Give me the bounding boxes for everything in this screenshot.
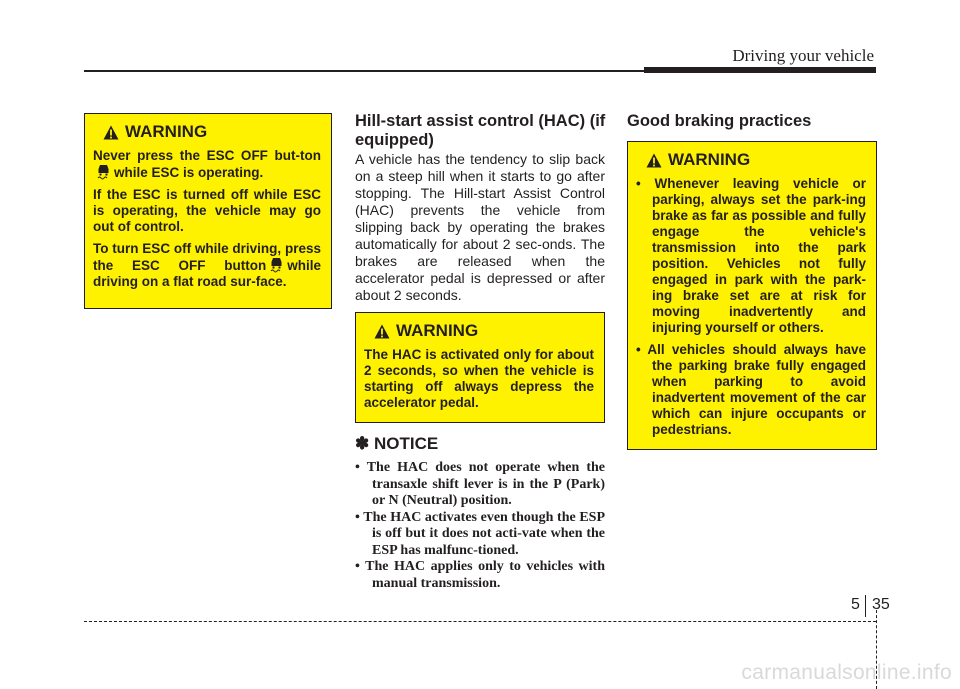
- warning-item: • Whenever leaving vehicle or parking, always set the park-ing brake as far as possible and fully engage the vehicle's transmission into the park position. Vehicles not fully engaged in park with the park-ing brake set are at risk for moving inadvertently and injuring yourself or others.: [636, 176, 866, 335]
- braking-warning-box: [627, 141, 877, 450]
- esc-off-icon: [270, 257, 283, 273]
- chapter-number: 5: [851, 596, 860, 613]
- hac-body: A vehicle has the tendency to slip back on a steep hill when it starts to go after stopping. The Hill-start Assist Control (HAC) prevents the vehicle from slipping back by operating the brakes automatically for about 2 sec-onds. The brakes are released when the accelerator pedal is depressed or after about 2 seconds.: [355, 151, 605, 303]
- warning-text: The HAC is activated only for about 2 seconds, so when the vehicle is starting off always depress the accelerator pedal.: [364, 347, 594, 410]
- notice-heading: ✽ NOTICE: [355, 434, 439, 453]
- notice-item: • The HAC does not operate when the transaxle shift lever is in the P (Park) or N (Neutral) position.: [355, 460, 605, 508]
- esc-warning-box: [84, 113, 332, 309]
- hac-heading: Hill-start assist control (HAC) (if equipped): [355, 112, 606, 149]
- warning-header: [364, 321, 594, 341]
- header-rule-accent: [644, 67, 876, 73]
- notice-item: • The HAC applies only to vehicles with manual transmission.: [355, 559, 605, 591]
- warning-triangle-icon: [646, 153, 662, 168]
- warning-text-part: while ESC is operating.: [114, 165, 264, 180]
- warning-title: WARNING: [668, 150, 751, 169]
- warning-header: [636, 150, 866, 170]
- warning-header: [93, 122, 321, 142]
- warning-title: WARNING: [396, 321, 479, 340]
- warning-text: If the ESC is turned off while ESC is operating, the vehicle may go out of control.: [93, 187, 321, 234]
- footer-rule: [84, 621, 876, 622]
- braking-heading: Good braking practices: [627, 112, 812, 130]
- esc-off-icon: [97, 164, 110, 180]
- hac-warning-box: [355, 312, 605, 423]
- warning-text: [93, 148, 321, 181]
- header-rule: [84, 70, 644, 72]
- notice-list: [355, 460, 605, 592]
- warning-list: [636, 176, 866, 438]
- notice-item: • The HAC activates even though the ESP is off but it does not acti-vate when the ESP has malfunc-tioned.: [355, 509, 605, 558]
- warning-text-part: while driving on a flat road sur-face.: [93, 258, 321, 289]
- warning-title: WARNING: [125, 122, 208, 141]
- warning-text-part: Never press the ESC OFF but-ton: [93, 148, 321, 163]
- page-number: 35: [872, 596, 890, 613]
- warning-text-part: To turn ESC off while driving, press the ESC OFF button: [93, 241, 321, 273]
- page-number-divider: [865, 595, 866, 617]
- section-title: Driving your vehicle: [732, 46, 874, 65]
- warning-item: • All vehicles should always have the parking brake fully engaged when parking to avoid inadvertent movement of the car which can injure occupants or pedestrians.: [636, 342, 866, 437]
- warning-triangle-icon: [103, 125, 119, 140]
- warning-triangle-icon: [374, 324, 390, 339]
- warning-text: [93, 241, 321, 290]
- watermark: carmanualsonline.info: [741, 661, 952, 684]
